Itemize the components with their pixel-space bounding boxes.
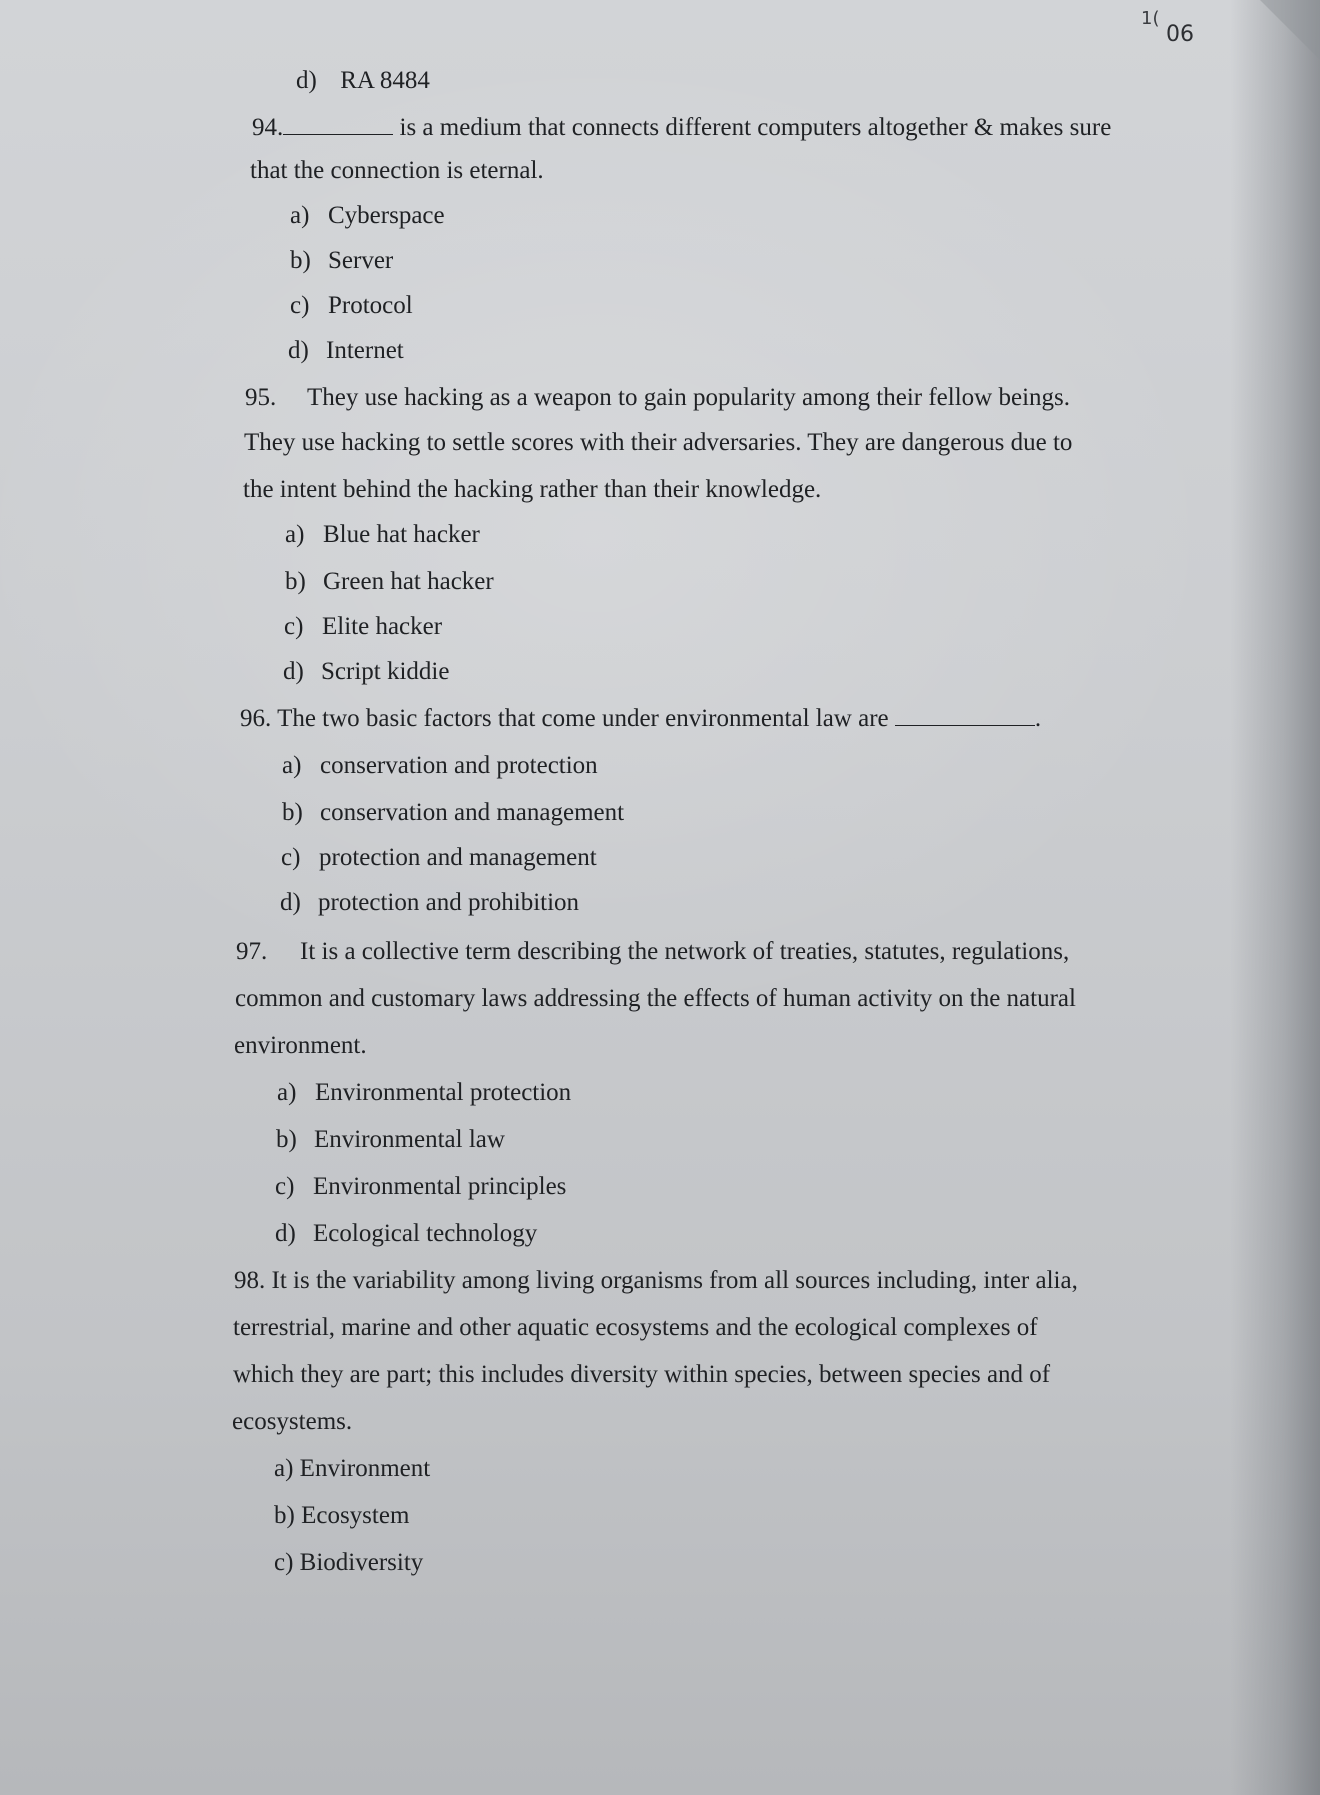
page-number-fragment: 1( (1141, 8, 1160, 29)
option-label: a) (290, 202, 310, 229)
option-text: Environment (299, 1455, 431, 1482)
option-text: Ecosystem (301, 1502, 410, 1529)
option-text: Green hat hacker (323, 568, 494, 595)
question-text: terrestrial, marine and other aquatic ecosystems and the ecological complexes of (233, 1314, 1038, 1341)
option-text: Server (328, 247, 394, 274)
option-label: d) (275, 1220, 296, 1247)
question-number: 98. (234, 1267, 266, 1294)
option-text: Environmental law (314, 1126, 505, 1153)
question-98-line-2 (233, 1305, 1320, 1350)
question-95-line-1 (245, 375, 1320, 420)
option-label: b) (282, 799, 303, 826)
question-96-option-c (281, 835, 1320, 880)
question-95-option-c (284, 604, 1320, 649)
question-text: that the connection is eternal. (250, 157, 544, 184)
question-95-line-3 (243, 467, 1320, 512)
option-label: a) (285, 521, 305, 548)
question-number: 96. (240, 705, 272, 732)
question-text: They use hacking as a weapon to gain popularity among their fellow beings. (307, 384, 1070, 411)
question-97-option-b (276, 1117, 1320, 1162)
option-label: c) (281, 844, 301, 871)
option-text: Cyberspace (328, 202, 445, 229)
question-94-option-a (290, 193, 1320, 238)
question-trailing: . (1034, 705, 1042, 732)
question-text: They use hacking to settle scores with their adversaries. They are dangerous due to (244, 429, 1073, 456)
option-text: Elite hacker (322, 613, 443, 640)
question-95-option-b (285, 559, 1320, 604)
option-text: Protocol (328, 292, 413, 319)
question-96-option-d (280, 880, 1320, 925)
question-97-option-c (275, 1164, 1320, 1209)
question-94-option-c (290, 283, 1320, 328)
option-label: a) (274, 1455, 294, 1482)
question-98-line-3 (233, 1352, 1320, 1397)
question-98-option-c (274, 1540, 1320, 1585)
question-96-option-b (282, 790, 1320, 835)
question-text: It is the variability among living organisms from all sources including, inter alia, (271, 1267, 1078, 1294)
option-label: c) (275, 1173, 295, 1200)
question-95-line-2 (244, 420, 1320, 465)
option-text: protection and prohibition (318, 889, 580, 916)
option-text: conservation and management (320, 799, 625, 826)
corner-fold (1260, 0, 1320, 60)
question-98-line-1 (234, 1258, 1320, 1303)
question-text: It is a collective term describing the network of treaties, statutes, regulations, (300, 938, 1070, 965)
answer-blank (895, 707, 1035, 726)
option-text: protection and management (319, 844, 597, 871)
question-text: which they are part; this includes diversity within species, between species and of (233, 1361, 1051, 1388)
question-text: environment. (234, 1032, 367, 1059)
answer-blank (283, 116, 393, 135)
option-label: b) (285, 568, 306, 595)
question-text: common and customary laws addressing the effects of human activity on the natural (235, 985, 1076, 1012)
question-text: The two basic factors that come under environmental law are (277, 705, 889, 732)
question-94-option-d (288, 328, 1320, 373)
option-text: Script kiddie (321, 658, 450, 685)
option-label: d) (280, 889, 301, 916)
option-text: conservation and protection (320, 752, 598, 779)
question-97-line-1 (236, 929, 1320, 974)
question-96-option-a (282, 743, 1320, 788)
question-98-line-4 (232, 1399, 1320, 1444)
question-number: 94. (252, 114, 284, 141)
question-96-line-1 (240, 696, 1320, 741)
question-text: the intent behind the hacking rather than their knowledge. (243, 476, 822, 503)
option-text: Environmental protection (315, 1079, 572, 1106)
question-98-option-b (274, 1493, 1320, 1538)
question-97-line-3 (234, 1023, 1320, 1068)
question-97-line-2 (235, 976, 1320, 1021)
option-label: b) (276, 1126, 297, 1153)
option-label: c) (290, 292, 310, 319)
option-label: d) (288, 337, 309, 364)
option-text: Ecological technology (313, 1220, 538, 1247)
question-number: 97. (236, 938, 268, 965)
option-label: a) (277, 1079, 297, 1106)
question-95-option-a (285, 512, 1320, 557)
page-number-value: 06 (1166, 22, 1194, 47)
option-label: c) (274, 1549, 294, 1576)
question-97-option-d (275, 1211, 1320, 1256)
option-label: c) (284, 613, 304, 640)
option-label: d) (296, 67, 317, 94)
question-number: 95. (245, 384, 277, 411)
option-label: a) (282, 752, 302, 779)
question-94-line-2 (250, 148, 1320, 193)
option-text: Biodiversity (299, 1549, 424, 1576)
question-98-option-a (274, 1446, 1320, 1491)
page-content (0, 58, 1200, 1576)
option-label: d) (283, 658, 304, 685)
option-text: RA 8484 (340, 67, 430, 94)
question-94-line-1 (252, 105, 1320, 150)
option-text: Environmental principles (313, 1173, 567, 1200)
question-97-option-a (277, 1070, 1320, 1115)
question-text: is a medium that connects different computers altogether & makes sure (399, 114, 1112, 141)
question-94-option-b (290, 238, 1320, 283)
prev-option-d (296, 58, 1320, 103)
question-text: ecosystems. (232, 1408, 353, 1435)
question-95-option-d (283, 649, 1320, 694)
option-text: Internet (326, 337, 404, 364)
option-text: Blue hat hacker (323, 521, 480, 548)
option-label: b) (290, 247, 311, 274)
option-label: b) (274, 1502, 295, 1529)
